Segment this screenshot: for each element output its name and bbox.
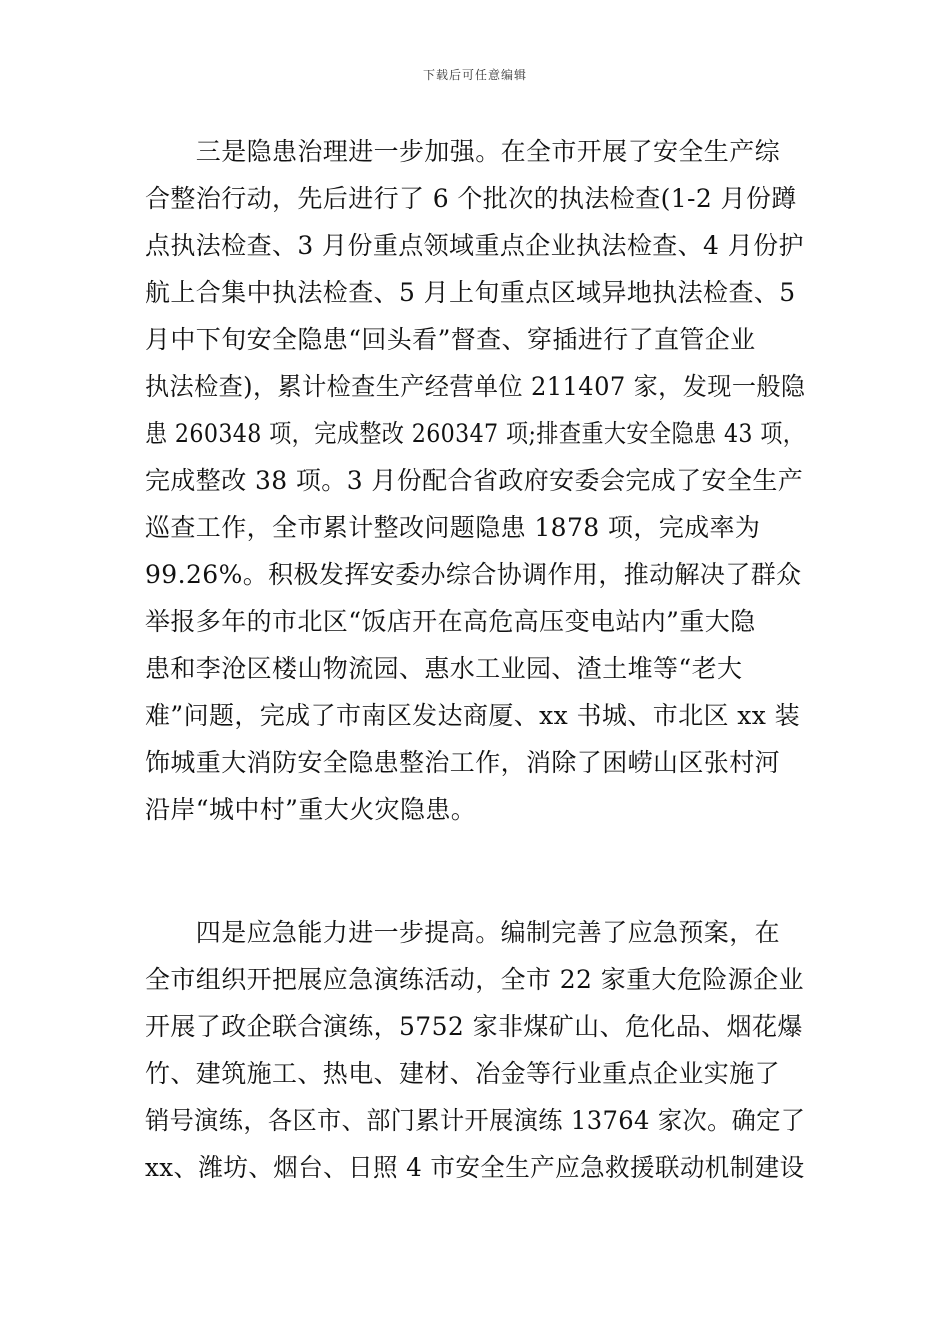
text-line: 航上合集中执法检查、5 月上旬重点区域异地执法检查、5 [145,278,796,307]
text-line: 销号演练，各区市、部门累计开展演练 13764 家次。确定了 [145,1106,806,1135]
text-line: 合整治行动，先后进行了 6 个批次的执法检查(1-2 月份蹲 [145,184,797,213]
text-line: 月中下旬安全隐患“回头看”督查、穿插进行了直管企业 [145,325,756,354]
text-line: 四是应急能力进一步提高。编制完善了应急预案，在 [145,918,781,947]
text-line: 患 260348 项，完成整改 260347 项;排查重大安全隐患 43 项， [145,419,806,448]
text-line: 巡查工作，全市累计整改问题隐患 1878 项，完成率为 [145,513,761,542]
text-line: xx、潍坊、烟台、日照 4 市安全生产应急救援联动机制建设 [145,1153,805,1182]
text-line: 饰城重大消防安全隐患整治工作，消除了困崂山区张村河 [145,748,781,777]
text-line: 执法检查)，累计检查生产经营单位 211407 家，发现一般隐 [145,372,806,401]
text-line: 完成整改 38 项。3 月份配合省政府安委会完成了安全生产 [145,466,804,495]
text-line: 开展了政企联合演练，5752 家非煤矿山、危化品、烟花爆 [145,1012,803,1041]
text-line: 99.26%。积极发挥安委办综合协调作用，推动解决了群众 [145,560,802,589]
text-line: 举报多年的市北区“饭店开在高危高压变电站内”重大隐 [145,607,756,636]
text-line: 竹、建筑施工、热电、建材、冶金等行业重点企业实施了 [145,1059,781,1088]
text-line: 点执法检查、3 月份重点领域重点企业执法检查、4 月份护 [145,231,804,260]
page-header: 下载后可任意编辑 [422,68,527,82]
text-line: 难”问题，完成了市南区发达商厦、xx 书城、市北区 xx 装 [145,701,801,730]
text-line: 沿岸“城中村”重大火灾隐患。 [145,795,477,824]
text-line: 三是隐患治理进一步加强。在全市开展了安全生产综 [145,137,781,166]
text-line: 全市组织开把展应急演练活动，全市 22 家重大危险源企业 [145,965,804,994]
text-line: 患和李沧区楼山物流园、惠水工业园、渣土堆等“老大 [145,654,743,683]
